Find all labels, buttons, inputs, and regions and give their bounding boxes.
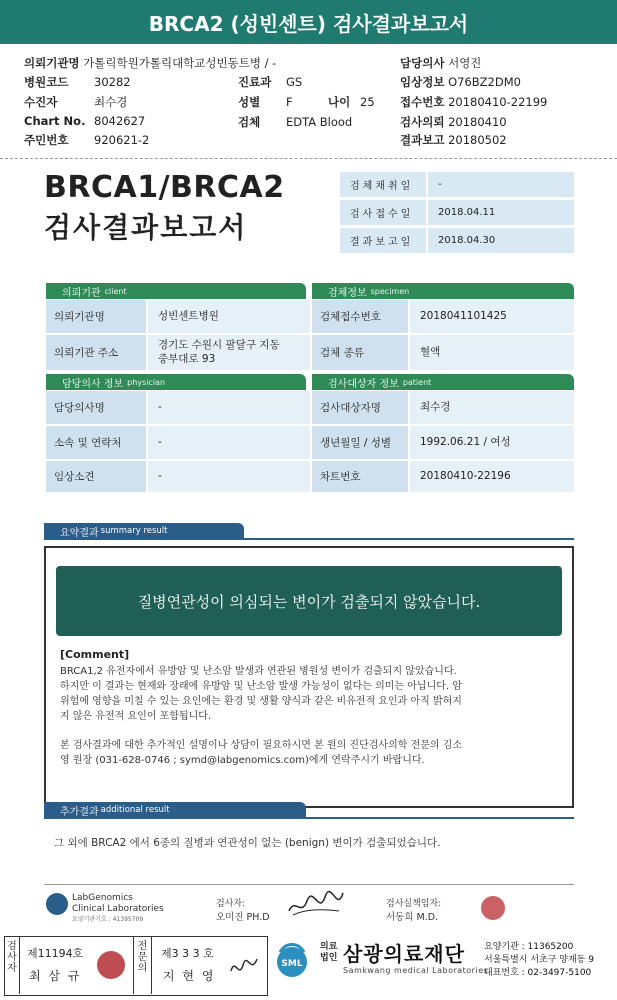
examiner-label: 검사자:	[216, 899, 246, 909]
section-title: 요약결과	[60, 527, 99, 539]
labgenomics-logo-icon	[46, 893, 68, 915]
section-title: 의뢰기관	[62, 287, 101, 299]
field-label: 접수번호	[400, 95, 445, 109]
meta-value: 2018.04.11	[428, 200, 574, 225]
lab-name-line: LabGenomics	[72, 893, 133, 903]
meta-label: 검체채취일	[340, 172, 426, 197]
field-value: 20180410-22199	[448, 95, 548, 109]
cell-label: 담당의사명	[46, 391, 146, 424]
cell-value: 1992.06.21 / 여성	[410, 426, 574, 459]
section-title: 검체정보	[328, 287, 367, 299]
divider	[151, 937, 152, 994]
additional-result-text: 그 외에 BRCA2 에서 6종의 질병과 연관성이 없는 (benign) 변이가 검출되었습니다.	[54, 837, 441, 849]
cell-label: 의뢰기관명	[46, 300, 146, 333]
table-row	[46, 461, 574, 492]
meta-label: 결과보고일	[340, 228, 426, 253]
section-title-en: specimen	[370, 286, 410, 296]
cell-label: 의뢰기관 주소	[46, 335, 146, 370]
bottom-stamp-bar	[0, 934, 617, 1000]
field-label: Chart No.	[24, 114, 86, 128]
lab-name-line: Clinical Laboratories	[72, 904, 164, 914]
cell-label: 차트번호	[312, 461, 408, 492]
field-label: 임상정보	[400, 75, 445, 89]
sml-logo-icon	[272, 940, 312, 980]
field-label: 주민번호	[24, 133, 69, 147]
summary-box	[44, 546, 574, 808]
document-title: BRCA2 (성빈센트) 검사결과보고서	[0, 0, 617, 44]
field-value: 가톨릭학원가톨릭대학교성빈동트병 / -	[83, 56, 277, 70]
field-value: 25	[360, 95, 375, 109]
divider	[44, 884, 574, 885]
field-value: 서영진	[448, 56, 482, 70]
lab-name	[72, 893, 164, 915]
license-number: 제3 3 3 호	[161, 947, 214, 960]
summary-result-banner: 질병연관성이 의심되는 변이가 검출되지 않았습니다.	[56, 566, 562, 636]
report-title: BRCA1/BRCA2	[44, 170, 285, 205]
table-row	[46, 335, 574, 370]
field-label: 나이	[328, 95, 351, 109]
stamp-char: 전	[137, 941, 148, 952]
table-row	[46, 391, 574, 424]
examiner-signature-icon	[285, 887, 345, 921]
stamp-role	[6, 941, 18, 974]
field-label: 검체	[238, 115, 261, 129]
comment-paragraph	[60, 738, 560, 768]
report-subtitle: 검사결과보고서	[44, 211, 248, 244]
stamp-role	[136, 941, 149, 974]
divider	[44, 538, 574, 540]
field-label: 병원코드	[24, 75, 69, 89]
examiner-name: 오미진 PH.D	[216, 912, 270, 923]
field-value: F	[286, 95, 293, 109]
signature-icon	[227, 953, 261, 981]
cell-label: 검사대상자명	[312, 391, 408, 424]
additional-section-head	[44, 802, 306, 818]
divider	[133, 937, 134, 994]
comment-title: [Comment]	[60, 648, 130, 661]
section-title-en: patient	[402, 377, 432, 387]
field-value: 30282	[94, 75, 131, 89]
field-value: 20180410	[448, 115, 507, 129]
field-label: 결과보고	[400, 133, 445, 147]
section-title: 검사대상자 정보	[328, 378, 399, 390]
comment-line: 지 않은 유전적 요인이 포함됩니다.	[60, 711, 212, 722]
sml-info-line: 요양기관 : 11365200	[484, 942, 574, 952]
specimen-section-head	[312, 283, 574, 299]
section-title: 추가결과	[60, 806, 99, 818]
sml-contact	[484, 941, 594, 980]
director-name: 서동희 M.D.	[386, 912, 439, 923]
stamp-char: 의	[137, 963, 148, 974]
cell-value: 성빈센트병원	[148, 300, 310, 333]
sml-name-en: Samkwang medical Laboratories	[343, 966, 489, 975]
section-title-en: physician	[127, 377, 166, 387]
stamp-char: 문	[137, 952, 148, 963]
comment-line: 위험에 영향을 미칠 수 있는 요인에는 환경 및 생활 양식과 같은 비유전적 요인과 아직 밝혀지	[60, 696, 462, 707]
stamp-box	[4, 936, 268, 996]
table-row	[46, 426, 574, 459]
section-title: 담당의사 정보	[62, 378, 124, 390]
field-value: 20180502	[448, 133, 507, 147]
sml-type	[320, 942, 337, 964]
cell-value: 혈액	[410, 335, 574, 370]
sml-logo-text: SML	[281, 959, 303, 969]
field-label: 수진자	[24, 95, 58, 109]
field-value: 920621-2	[94, 133, 150, 147]
cell-label: 생년월일 / 성별	[312, 426, 408, 459]
meta-label: 검사접수일	[340, 200, 426, 225]
stamp-char: 검	[7, 941, 17, 952]
comment-line: 본 검사결과에 대한 추가적인 설명이나 상담이 필요하시면 본 원의 진단검사의학 전문의 김소	[60, 740, 463, 751]
stamp-char: 자	[7, 963, 17, 974]
address-line: 경기도 수원시 팔달구 지동	[158, 339, 280, 352]
comment-paragraph	[60, 664, 560, 724]
table-row	[46, 300, 574, 333]
field-label: 성별	[238, 95, 261, 109]
cell-value	[148, 335, 310, 370]
cell-value: 최수경	[410, 391, 574, 424]
sml-info-line: 대표번호 : 02-3497-5100	[484, 968, 592, 978]
field-value: 최수경	[94, 95, 128, 109]
cell-value: -	[148, 391, 310, 424]
divider	[0, 158, 617, 159]
cell-label: 검체 종류	[312, 335, 408, 370]
divider	[19, 937, 20, 994]
field-value: GS	[286, 75, 303, 89]
sml-type-line: 법인	[320, 953, 338, 963]
sml-name: 삼광의료재단	[343, 942, 465, 966]
director-label: 검사실책임자:	[386, 899, 442, 909]
section-title-en: additional result	[100, 805, 170, 815]
summary-section-head	[44, 523, 244, 539]
cell-value: 20180410-22196	[410, 461, 574, 492]
lab-code: 요양기관기호 : 41395709	[72, 916, 144, 923]
section-title-en: summary result	[100, 526, 168, 536]
cell-value: 2018041101425	[410, 300, 574, 333]
stamp-name: 지 현 영	[163, 969, 216, 983]
comment-line: 영 원장 (031-628-0746 ; symd@labgenomics.com)에게 연락주시기 바랍니다.	[60, 755, 425, 766]
director-seal-icon	[481, 896, 505, 920]
cell-label: 소속 및 연락처	[46, 426, 146, 459]
meta-value: -	[428, 172, 574, 197]
field-label: 담당의사	[400, 56, 445, 70]
comment-line: 하지만 이 결과는 현재와 장래에 유방암 및 난소암 발생 가능성이 없다는 의미는 아닙니다. 암	[60, 681, 462, 692]
meta-value: 2018.04.30	[428, 228, 574, 253]
stamp-name: 최 삼 규	[29, 969, 82, 983]
field-value: EDTA Blood	[286, 115, 353, 129]
field-label: 검사의뢰	[400, 115, 445, 129]
cell-label: 임상소견	[46, 461, 146, 492]
field-value: O76BZ2DM0	[448, 75, 521, 89]
header-info	[0, 50, 617, 150]
physician-section-head	[46, 374, 306, 390]
comment-line: BRCA1,2 유전자에서 유방암 및 난소암 발생과 연관된 병원성 변이가 검출되지 않았습니다.	[60, 666, 457, 677]
cell-label: 검체접수번호	[312, 300, 408, 333]
seal-icon	[97, 951, 125, 979]
section-title-en: client	[104, 286, 127, 296]
cell-value: -	[148, 461, 310, 492]
divider	[44, 817, 574, 819]
address-line: 중부대로 93	[158, 352, 216, 365]
field-label: 진료과	[238, 75, 272, 89]
sml-type-line: 의료	[320, 942, 338, 952]
patient-section-head	[312, 374, 574, 390]
license-number: 제11194호	[27, 947, 84, 960]
client-section-head	[46, 283, 306, 299]
cell-value: -	[148, 426, 310, 459]
sml-info-line: 서울특별시 서초구 양재동 9	[484, 955, 594, 965]
report-dates	[340, 172, 574, 256]
field-label: 의뢰기관명	[24, 56, 80, 70]
field-value: 8042627	[94, 114, 146, 128]
stamp-char: 사	[7, 952, 17, 963]
